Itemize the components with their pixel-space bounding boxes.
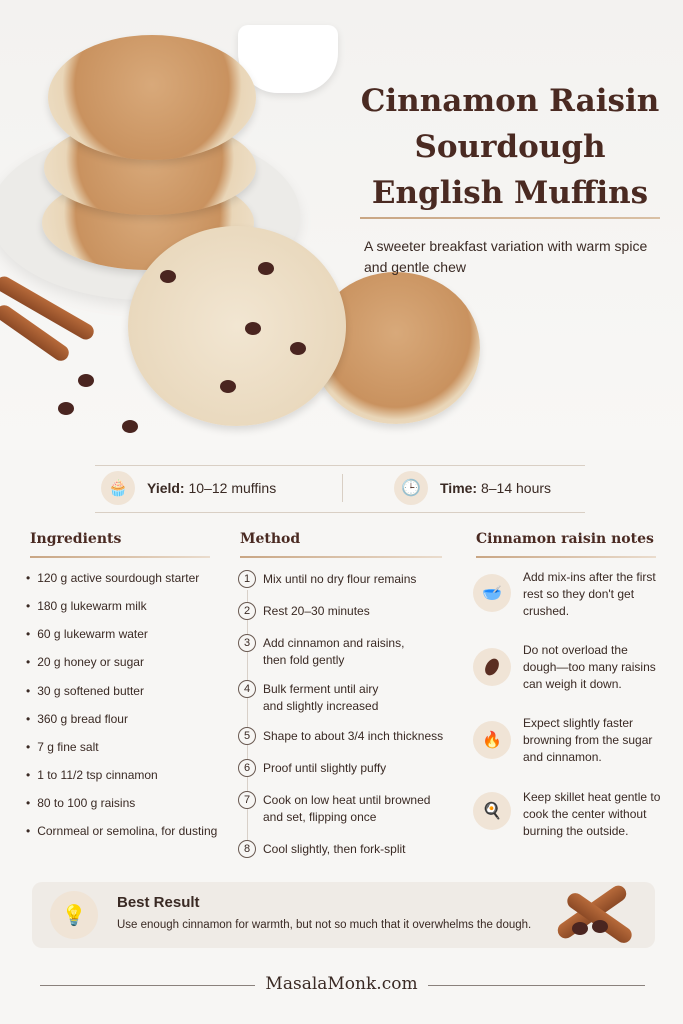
ingredient-item: • 180 g lukewarm milk [26,599,147,613]
heading-underline [476,556,656,558]
yield-info: Yield: 10–12 muffins [147,480,277,496]
clock-icon: 🕒 [394,471,428,505]
time-info: Time: 8–14 hours [440,480,552,496]
info-divider [342,474,343,502]
method-step: Cool slightly, then fork-split [263,842,406,856]
subtitle: A sweeter breakfast variation with warm spice and gentle chew [364,238,648,275]
raisin-icon [473,648,511,686]
method-step: Add cinnamon and raisins, then fold gently [263,636,405,667]
method-step: Shape to about 3/4 inch thickness [263,729,444,743]
footer-brand: MasalaMonk.com [265,974,418,994]
step-number: 1 [238,570,256,588]
hero-photo [0,0,683,450]
heading-underline [30,556,210,558]
method-step: Cook on low heat until browned and set, flipping once [263,793,431,824]
method-step: Proof until slightly puffy [263,761,387,775]
muffin [48,35,256,160]
step-number: 7 [238,791,256,809]
skillet-icon: 🍳 [473,792,511,830]
ingredient-item: • 120 g active sourdough starter [26,571,199,585]
step-number: 5 [238,727,256,745]
step-number: 3 [238,634,256,652]
method-step: Mix until no dry flour remains [263,572,417,586]
split-muffin [128,226,346,426]
ingredient-item: • 60 g lukewarm water [26,627,148,641]
ingredient-item: • 7 g fine salt [26,740,99,754]
method-heading: Method [240,531,301,547]
method-step: Rest 20–30 minutes [263,604,370,618]
ingredient-item: • 360 g bread flour [26,712,128,726]
step-number: 2 [238,602,256,620]
best-result-text: Use enough cinnamon for warmth, but not so much that it overwhelms the dough. [117,919,532,931]
best-result-title: Best Result [117,894,200,911]
note-text: Expect slightly faster browning from the sugar and cinnamon. [523,716,653,764]
ingredient-item: • 20 g honey or sugar [26,655,144,669]
muffin-icon: 🧁 [101,471,135,505]
heading-underline [240,556,442,558]
step-number: 8 [238,840,256,858]
method-timeline [247,590,248,850]
note-text: Add mix-ins after the first rest so they don't get crushed. [523,570,656,618]
ingredients-heading: Ingredients [30,531,122,547]
best-result-box [32,882,655,948]
ingredient-item: • 30 g softened butter [26,684,144,698]
lightbulb-icon: 💡 [50,891,98,939]
flame-icon: 🔥 [473,721,511,759]
ingredient-item: • 80 to 100 g raisins [26,796,135,810]
step-number: 6 [238,759,256,777]
footer-line [428,985,645,986]
bowl-icon: 🥣 [473,574,511,612]
page-title: Cinnamon Raisin Sourdough English Muffins [360,83,660,211]
method-step: Bulk ferment until airy and slightly increased [263,682,379,713]
notes-heading: Cinnamon raisin notes [476,531,654,547]
title-divider [360,217,660,219]
info-bar-bottom-line [95,512,585,513]
note-text: Keep skillet heat gentle to cook the center without burning the outside. [523,790,661,838]
ingredient-item: • 1 to 11/2 tsp cinnamon [26,768,158,782]
ingredient-item: • Cornmeal or semolina, for dusting [26,824,217,838]
info-bar-top-line [95,465,585,466]
step-number: 4 [238,680,256,698]
note-text: Do not overload the dough—too many raisins can weigh it down. [523,643,656,691]
